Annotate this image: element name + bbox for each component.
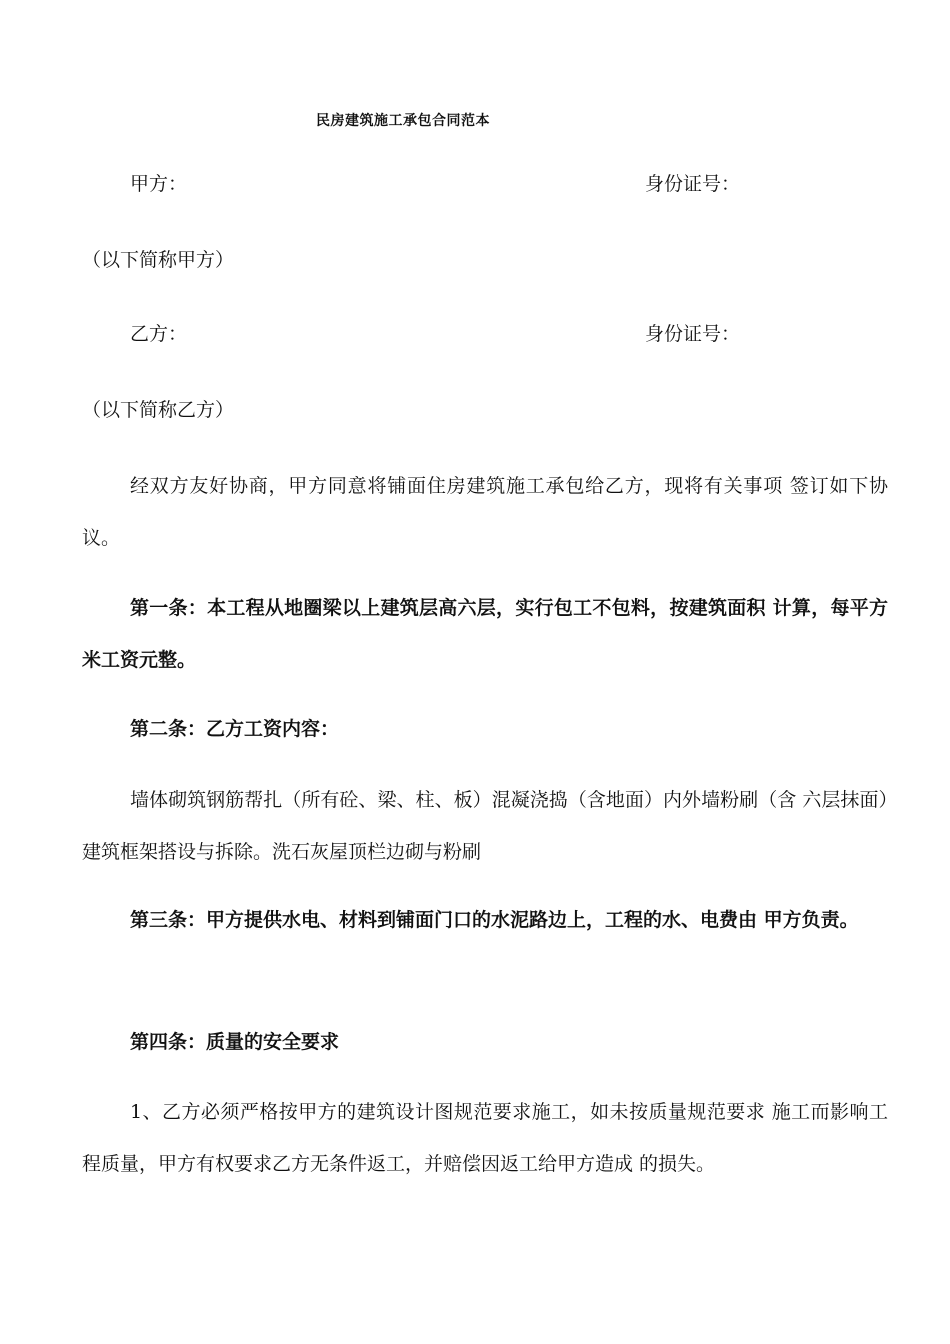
- article-2-body: 墙体砌筑钢筋帮扎（所有砼、梁、柱、板）混凝浇捣（含地面）内外墙粉刷（含 六层抹面）建筑框架搭设与拆除。洗石灰屋顶栏边砌与粉刷: [82, 789, 888, 863]
- party-b-alias: （以下简称乙方）: [82, 399, 235, 421]
- intro-paragraph: 经双方友好协商，甲方同意将铺面住房建筑施工承包给乙方，现将有关事项 签订如下协议。: [82, 475, 888, 549]
- article-4-item-1: 1、乙方必须严格按甲方的建筑设计图规范要求施工，如未按质量规范要求 施工而影响工程质量，甲方有权要求乙方无条件返工，并赔偿因返工给甲方造成 的损失。: [82, 1101, 888, 1175]
- party-b-id-label: 身份证号：: [645, 323, 741, 345]
- party-a-label: 甲方：: [130, 173, 188, 195]
- document-title: 民房建筑施工承包合同范本: [316, 113, 490, 129]
- party-a-id-label: 身份证号：: [645, 173, 741, 195]
- article-3: 第三条：甲方提供水电、材料到铺面门口的水泥路边上，工程的水、电费由 甲方负责。: [130, 909, 859, 931]
- article-1: 第一条：本工程从地圈梁以上建筑层高六层，实行包工不包料，按建筑面积 计算，每平方米工资元整。: [82, 597, 888, 671]
- article-4-heading: 第四条：质量的安全要求: [130, 1031, 340, 1053]
- party-b-label: 乙方：: [130, 323, 188, 345]
- article-2-heading: 第二条：乙方工资内容：: [130, 718, 340, 740]
- party-a-alias: （以下简称甲方）: [82, 249, 235, 271]
